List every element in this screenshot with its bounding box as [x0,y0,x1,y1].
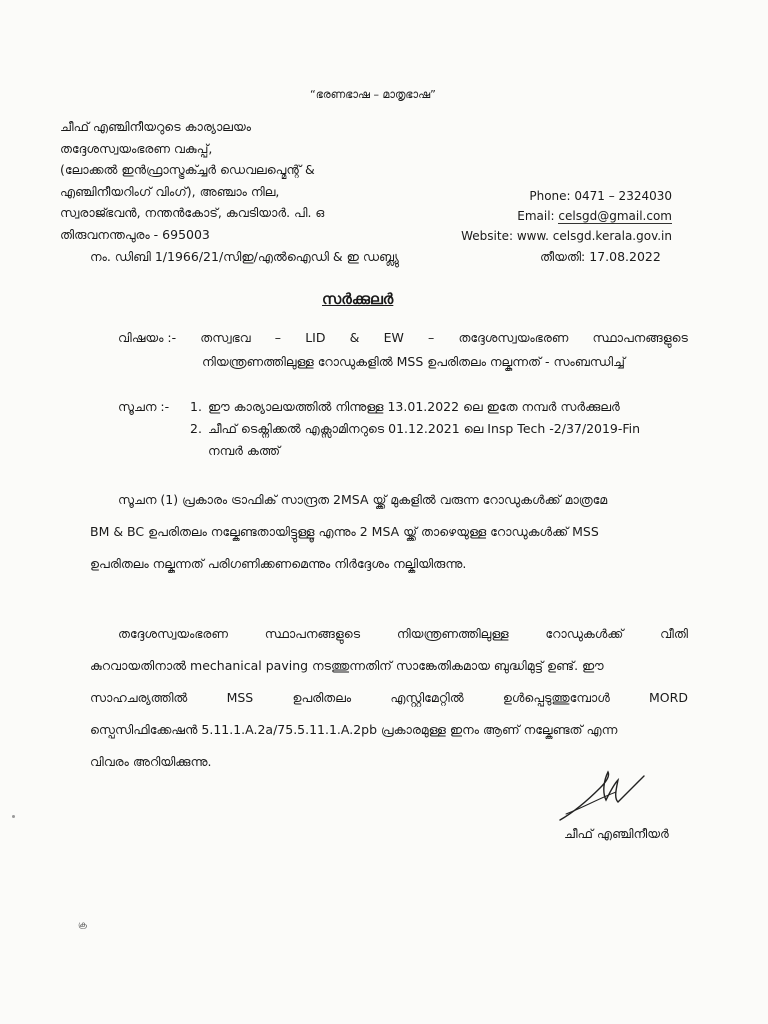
address-line: (ലോക്കൽ ഇൻഫ്രാസ്ട്രക്ച്ചർ ഡെവലപ്മെന്റ് & [60,162,315,177]
paragraph-word: തദ്ദേശസ്വയംഭരണ [118,626,228,641]
paragraph-1 [90,484,688,580]
subject-word: സ്ഥാപനങ്ങളുടെ [592,330,688,345]
subject-word: തസ്വഭവ [200,330,251,345]
subject-word: തദ്ദേശസ്വയംഭരണ [458,330,569,345]
subject-word: EW [383,330,404,345]
contact-block [461,186,672,246]
office-address [60,116,324,245]
website[interactable]: Website: www. celsgd.kerala.gov.in [461,229,672,243]
address-line: തിരുവനന്തപുരം - 695003 [60,226,210,242]
subject-line-2: നിയന്ത്രണത്തിലുള്ള റോഡുകളിൽ MSS ഉപരിതലം നല്കുന്നത് - സംബന്ധിച്ച് [202,354,625,369]
paragraph-word: ഉപരിതലം [292,690,352,705]
reference-number: നം. ഡിബി 1/1966/21/സിഇ/എൽഐഡി & ഇ ഡബ്ല്യു [90,249,399,264]
subject-block [118,326,688,374]
subject-word: & [349,330,360,345]
subject-word: LID [305,330,326,345]
references-label: സൂചന :- [118,399,170,414]
paragraph-line [90,650,688,682]
paragraph-word: റോഡുകൾക്ക് [545,626,624,641]
paragraph-line [90,714,688,746]
address-line: എഞ്ചിനീയറിംഗ് വിംഗ്), അഞ്ചാം നില, [60,183,280,199]
phone: Phone: 0471 – 2324030 [529,189,672,203]
paragraph-word: MSS [226,690,254,705]
reference-continuation: നമ്പർ കത്ത് [208,443,281,458]
document-title: സർക്കുലർ [322,290,394,308]
paragraph-text: വിവരം അറിയിക്കുന്നു. [90,754,212,769]
references-block [118,396,698,462]
address-line: തദ്ദേശസ്വയംഭരണ വകുപ്പ്, [60,140,213,156]
paragraph-2 [90,618,688,778]
address-line: സ്വരാജ്ഭവൻ, നന്തൻകോട്, കവടിയാർ. പി. ഒ [60,205,325,220]
address-line: ചീഫ് എഞ്ചിനീയറുടെ കാര്യാലയം [60,119,251,134]
paragraph-word: സാഹചര്യത്തിൽ [90,690,188,705]
reference-item [118,396,698,418]
signature [556,762,648,826]
footer-mark: ക്ര [78,920,87,929]
paragraph-word: ഉൾപ്പെടുത്തുമ്പോൾ [502,690,610,705]
paragraph-word: MORD [649,690,688,705]
paragraph-word: നിയന്ത്രണത്തിലുള്ള [396,626,509,641]
subject-line-1 [118,326,688,350]
email-line [461,206,672,226]
email-link[interactable]: celsgd@gmail.com [558,209,672,223]
paragraph-line: ഉപരിതലം നല്കുന്നത് പരിഗണിക്കണമെന്നും നിർദ്ദേശം നല്കിയിരുന്നു. [90,556,467,571]
paragraph-word: വീതി [660,626,688,641]
motto: “ഭരണഭാഷ – മാതൃഭാഷ” [310,88,436,101]
designation: ചീഫ് എഞ്ചിനീയർ [564,826,669,841]
date: തീയതി: 17.08.2022 [540,249,661,264]
scan-speck [12,815,15,818]
reference-number: 2. [190,421,202,436]
paragraph-line [90,618,688,650]
paragraph-line [90,682,688,714]
paragraph-line: സൂചന (1) പ്രകാരം ട്രാഫിക് സാന്ദ്രത 2MSA യ്ക്ക് മുകളിൽ വരുന്ന റോഡുകൾക്ക് മാത്രമേ [118,492,608,507]
reference-text: ഈ കാര്യാലയത്തിൽ നിന്നുള്ള 13.01.2022 ലെ ഇതേ നമ്പർ സർക്കുലർ [208,399,620,414]
paragraph-text: കുറവായതിനാൽ mechanical paving നടത്തുന്നതിന് സാങ്കേതികമായ ബുദ്ധിമുട്ട് ഉണ്ട്. ഈ [90,658,604,673]
reference-item [118,418,698,440]
email-label: Email: [517,209,559,223]
paragraph-word: എസ്റ്റിമേറ്റിൽ [390,690,464,705]
subject-label: വിഷയം :- [118,330,177,345]
reference-text: ചീഫ് ടെക്നിക്കൽ എക്സാമിനറുടെ 01.12.2021 ലെ Insp Tech -2/37/2019-Fin [208,421,641,436]
subject-word: – [274,330,282,345]
paragraph-line: BM & BC ഉപരിതലം നല്കേണ്ടതായിട്ടുള്ളൂ എന്നും 2 MSA യ്ക്ക് താഴെയുള്ള റോഡുകൾക്ക് MSS [90,524,599,539]
paragraph-word: സ്ഥാപനങ്ങളുടെ [264,626,361,641]
reference-number: 1. [190,399,202,414]
paragraph-text: സ്പെസിഫിക്കേഷൻ 5.11.1.A.2a/75.5.11.1.A.2pb പ്രകാരമുള്ള ഇനം ആണ് നല്കേണ്ടത് എന്ന [90,722,618,737]
subject-word: – [428,330,435,345]
